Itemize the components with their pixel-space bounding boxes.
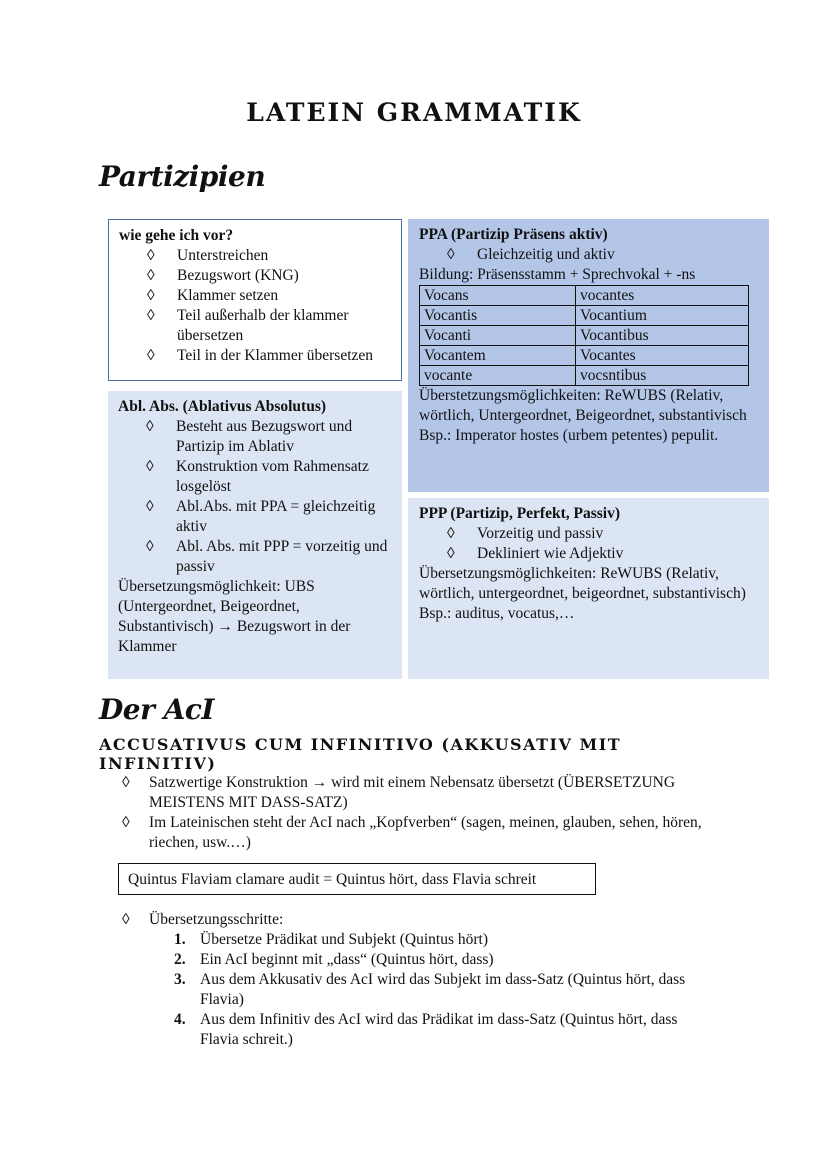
box-abl-list: [146, 417, 392, 577]
diamond-bullet-icon: ◊: [146, 418, 154, 435]
box-abl-translation: Übersetzungsmöglichkeit: UBS (Untergeordnet, Beigeordnet, Substantivisch) → Bezugswort in der Klammer: [118, 578, 351, 655]
box-ppa-bildung: Bildung: Präsensstamm + Sprechvokal + -ns: [419, 266, 696, 283]
diamond-bullet-icon: ◊: [122, 774, 130, 791]
box-how-heading: wie gehe ich vor?: [119, 227, 234, 244]
diamond-bullet-icon: ◊: [146, 498, 154, 515]
list-item: ◊ Abl.Abs. mit PPA = gleichzeitig aktiv: [146, 498, 376, 535]
table-row: Vocantem Vocantes: [420, 346, 749, 366]
box-ppa-list: [447, 245, 758, 265]
list-item: ◊ Teil in der Klammer übersetzen: [147, 347, 374, 364]
list-item: 4. Aus dem Infinitiv des AcI wird das Prädikat im dass-Satz (Quintus hört, dass Flavia schreit.): [174, 1011, 678, 1048]
page-title: LATEIN GRAMMATIK: [246, 98, 582, 127]
list-item: ◊ Abl. Abs. mit PPP = vorzeitig und passiv: [146, 538, 388, 575]
aci-example-box: Quintus Flaviam clamare audit = Quintus hört, dass Flavia schreit: [118, 863, 596, 895]
box-ppa: [408, 219, 769, 492]
diamond-bullet-icon: ◊: [147, 267, 155, 284]
box-abl-heading: Abl. Abs. (Ablativus Absolutus): [118, 398, 327, 415]
list-item: ◊ Dekliniert wie Adjektiv: [447, 545, 624, 562]
diamond-bullet-icon: ◊: [122, 911, 130, 928]
diamond-bullet-icon: ◊: [147, 247, 155, 264]
section-heading-partizipien: Partizipien: [99, 160, 266, 193]
box-ppp-heading: PPP (Partizip, Perfekt, Passiv): [419, 505, 621, 522]
list-item: 3. Aus dem Akkusativ des AcI wird das Subjekt im dass-Satz (Quintus hört, dass Flavia): [174, 971, 686, 1008]
aci-list: [122, 773, 722, 853]
list-item: ◊ Im Lateinischen steht der AcI nach „Kopfverben“ (sagen, meinen, glauben, sehen, hören, riechen, usw.…): [122, 814, 702, 851]
steps-heading: ◊ Übersetzungsschritte:: [122, 911, 284, 928]
list-item: ◊ Vorzeitig und passiv: [447, 525, 604, 542]
diamond-bullet-icon: ◊: [122, 814, 130, 831]
list-item: ◊ Klammer setzen: [147, 287, 279, 304]
list-item: ◊ Bezugswort (KNG): [147, 267, 299, 284]
box-ppa-translation: Überstetzungsmöglichkeiten: ReWUBS (Relativ, wörtlich, Untergeordnet, Beigeordnet, substantivisch: [419, 387, 747, 424]
diamond-bullet-icon: ◊: [447, 545, 455, 562]
box-ppp-example: Bsp.: auditus, vocatus,…: [419, 605, 575, 622]
diamond-bullet-icon: ◊: [447, 246, 455, 263]
box-ablativus-absolutus: [108, 391, 402, 679]
list-item: 2. Ein AcI beginnt mit „dass“ (Quintus hört, dass): [174, 951, 494, 968]
diamond-bullet-icon: ◊: [147, 287, 155, 304]
box-how-to: [108, 219, 402, 381]
list-item: ◊ Unterstreichen: [147, 247, 269, 264]
table-row: Vocantis Vocantium: [420, 306, 749, 326]
table-row: Vocanti Vocantibus: [420, 326, 749, 346]
box-ppp-translation: Übersetzungsmöglichkeiten: ReWUBS (Relativ, wörtlich, untergeordnet, beigeordnet, substantivisch): [419, 565, 746, 602]
list-item: ◊ Gleichzeitig und aktiv: [447, 246, 615, 263]
box-ppp: [408, 498, 769, 679]
list-item: 1. Übersetze Prädikat und Subjekt (Quintus hört): [174, 931, 488, 948]
diamond-bullet-icon: ◊: [447, 525, 455, 542]
diamond-bullet-icon: ◊: [147, 307, 155, 324]
diamond-bullet-icon: ◊: [146, 458, 154, 475]
list-item: ◊ Teil außerhalb der klammer übersetzen: [147, 307, 349, 344]
aci-subheading: ACCUSATIVUS CUM INFINITIVO (AKKUSATIV MIT INFINITIV): [99, 735, 622, 773]
list-item: ◊ Konstruktion vom Rahmensatz losgelöst: [146, 458, 369, 495]
table-row: Vocans vocantes: [420, 286, 749, 306]
box-ppp-list: [447, 524, 758, 564]
diamond-bullet-icon: ◊: [147, 347, 155, 364]
box-how-list: [147, 246, 391, 366]
declension-table: [419, 285, 749, 386]
section-heading-aci: Der AcI: [99, 693, 214, 726]
box-ppa-heading: PPA (Partizip Präsens aktiv): [419, 226, 608, 243]
list-item: ◊ Besteht aus Bezugswort und Partizip im Ablativ: [146, 418, 353, 455]
steps-list: [174, 930, 709, 1050]
box-ppa-example: Bsp.: Imperator hostes (urbem petentes) pepulit.: [419, 427, 719, 444]
list-item: ◊ Satzwertige Konstruktion → wird mit einem Nebensatz übersetzt (ÜBERSETZUNG MEISTENS MIT DASS-SATZ): [122, 774, 676, 811]
aci-steps: [122, 910, 732, 1050]
table-row: vocante vocsntibus: [420, 366, 749, 386]
diamond-bullet-icon: ◊: [146, 538, 154, 555]
